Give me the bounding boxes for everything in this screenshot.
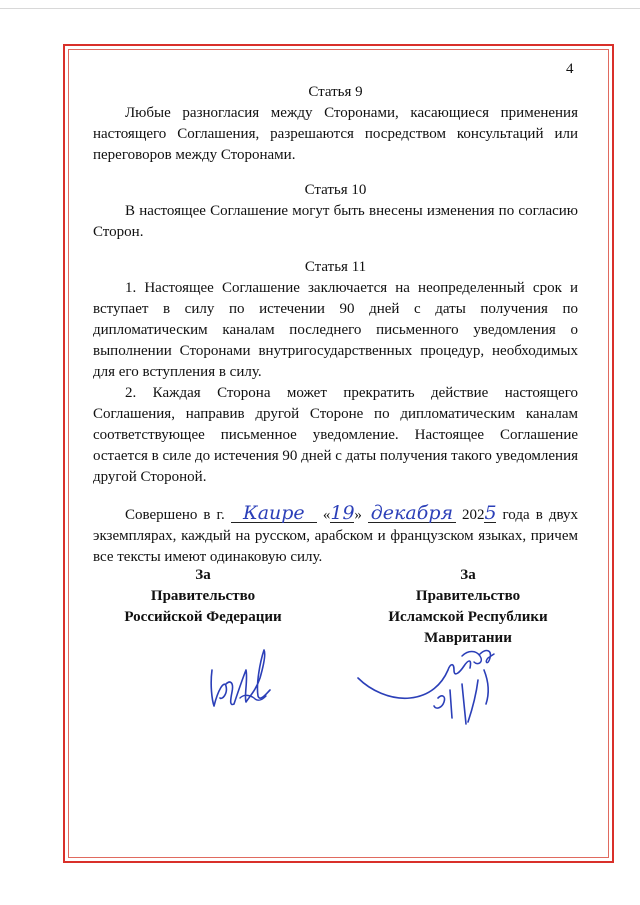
signatory-mauritania-for: За [460,567,476,583]
article-11-paragraph-1: 1. Настоящее Соглашение заключается на неопределенный срок и вступает в силу по истечении 90 дней с даты получения по дипломатическим каналам последнего письменного уведомления о выполнении Сторонами внутригосударственных процедур, необходимых для его вступления в силу. [93,280,578,380]
signatory-russia-government: Правительство [150,588,256,604]
handwritten-month: декабря [368,504,456,523]
handwritten-city: Каире [231,504,317,523]
closing-suffix: года в двух экземплярах, каждый на русском, арабском и французском языках, причем все тексты имеют одинаковую силу. [93,507,579,565]
article-11-heading: Статья 11 [304,259,367,275]
signatory-mauritania-country-1: Исламской Республики [388,609,548,625]
quote-open: « [322,507,331,523]
signatory-russia-for: За [195,567,211,583]
article-9-text: Любые разногласия между Сторонами, касающиеся применения настоящего Соглашения, разрешаются посредством консультаций или переговоров между Сторонами. [93,105,578,163]
handwritten-day: 19 [330,502,355,524]
signatory-mauritania-country-2: Мавритании [424,630,512,646]
article-11-paragraph-2: 2. Каждая Сторона может прекратить действие настоящего Соглашения, направив другой Стороне по дипломатическим каналам соответствующее письменное уведомление. Настоящее Соглашение остается в силе до истечения 90 дней с даты получения такого уведомления другой Стороной. [93,385,578,485]
page-number: 4 [566,61,574,77]
document-body [93,82,578,568]
article-10-heading: Статья 10 [304,182,367,198]
signatory-russia [93,565,313,628]
article-9-heading: Статья 9 [308,84,363,100]
handwritten-year-digit: 5 [484,502,497,524]
page-top-rule [0,8,640,9]
signatory-mauritania [358,565,578,649]
closing-prefix: Совершено в г. [125,507,225,523]
spacer [93,243,578,257]
signatory-mauritania-government: Правительство [415,588,521,604]
spacer [93,166,578,180]
closing-statement [93,504,578,568]
signature-mauritania-image [350,640,520,735]
signatory-russia-country: Российской Федерации [124,609,282,625]
signature-russia-image [200,640,290,720]
year-prefix: 202 [461,507,485,523]
article-10-text: В настоящее Соглашение могут быть внесены изменения по согласию Сторон. [93,203,578,240]
quote-close: » [354,507,362,523]
